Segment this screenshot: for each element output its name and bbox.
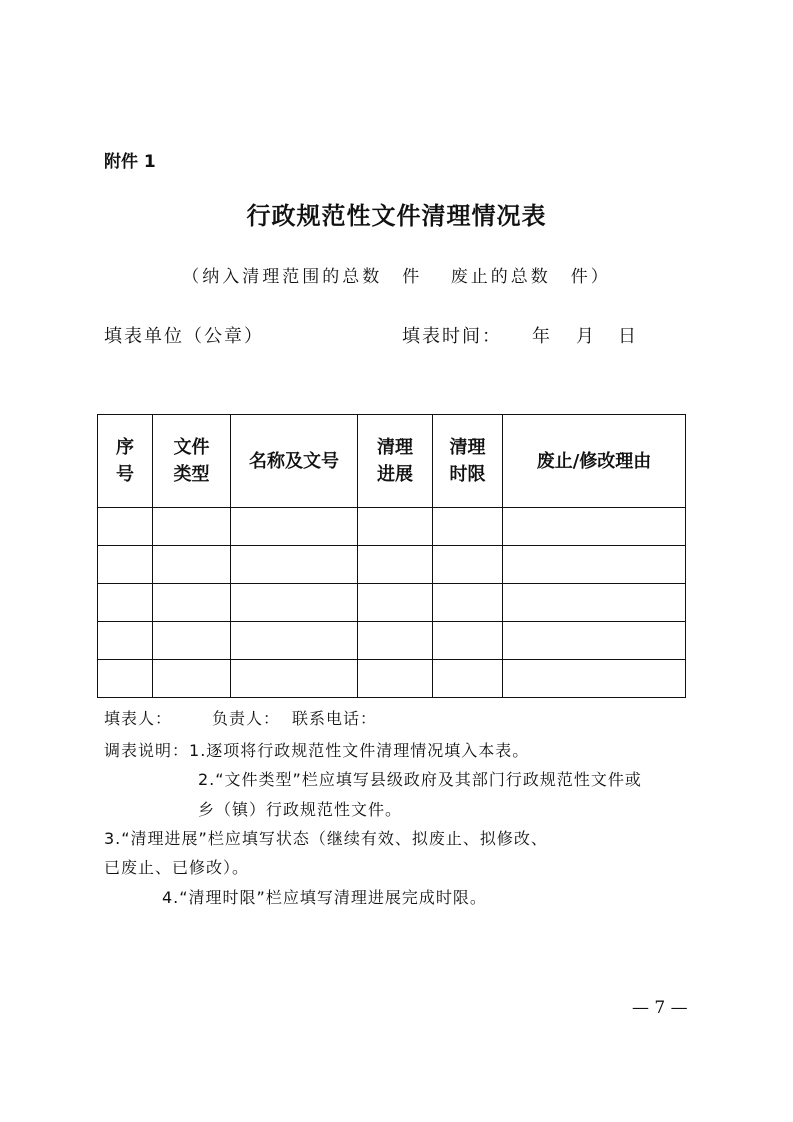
table-cell bbox=[231, 508, 358, 546]
header-line: 名称及文号 bbox=[249, 450, 339, 472]
note-item-1: 1.逐项将行政规范性文件清理情况填入本表。 bbox=[189, 741, 530, 760]
note-item-4: 4.“清理时限”栏应填写清理进展完成时限。 bbox=[162, 888, 487, 907]
note-item-2-line-a: 2.“文件类型”栏应填写县级政府及其部门行政规范性文件或 bbox=[198, 770, 642, 789]
filler-label: 填表人： bbox=[104, 709, 173, 728]
table-row bbox=[98, 584, 686, 622]
table-cell bbox=[503, 622, 686, 660]
fill-unit-label: 填表单位（公章） bbox=[104, 326, 264, 347]
table-cell bbox=[231, 584, 358, 622]
table-row bbox=[98, 660, 686, 698]
header-line: 清理 bbox=[377, 437, 413, 458]
table-cell bbox=[98, 584, 153, 622]
header-serial-number bbox=[98, 415, 153, 508]
table-cell bbox=[503, 508, 686, 546]
table-cell bbox=[358, 660, 433, 698]
table-cell bbox=[433, 660, 503, 698]
table-cell bbox=[358, 508, 433, 546]
header-line: 废止/修改理由 bbox=[536, 450, 652, 472]
table-cell bbox=[231, 622, 358, 660]
table-cell bbox=[358, 546, 433, 584]
table-cell bbox=[98, 546, 153, 584]
table-cell bbox=[433, 584, 503, 622]
table-cell bbox=[153, 508, 231, 546]
header-reason bbox=[503, 415, 686, 508]
table-cell bbox=[153, 660, 231, 698]
header-document-type bbox=[153, 415, 231, 508]
header-name-and-number bbox=[231, 415, 358, 508]
fill-day-label: 日 bbox=[618, 326, 636, 347]
table-row bbox=[98, 546, 686, 584]
table-cell bbox=[153, 584, 231, 622]
header-line: 清理 bbox=[449, 437, 486, 458]
table-cell bbox=[433, 622, 503, 660]
signers-line bbox=[104, 706, 377, 729]
note-item-3-line-a: 3.“清理进展”栏应填写状态（继续有效、拟废止、拟修改、 bbox=[104, 829, 548, 848]
table-cell bbox=[433, 546, 503, 584]
notes-label: 调表说明： bbox=[104, 741, 190, 760]
document-title: 行政规范性文件清理情况表 bbox=[246, 201, 547, 230]
table-cell bbox=[358, 622, 433, 660]
notes-line-1 bbox=[104, 738, 529, 761]
responsible-label: 负责人： bbox=[212, 709, 281, 728]
header-cleanup-progress bbox=[358, 415, 433, 508]
table-cell bbox=[358, 584, 433, 622]
table-cell bbox=[153, 622, 231, 660]
table-cell bbox=[503, 584, 686, 622]
table-header-row bbox=[98, 415, 686, 508]
table-row bbox=[98, 622, 686, 660]
document-subtitle: （纳入清理范围的总数 件 废止的总数 件） bbox=[182, 267, 611, 287]
table-cell bbox=[231, 546, 358, 584]
header-cleanup-deadline bbox=[433, 415, 503, 508]
note-item-3-line-b: 已废止、已修改）。 bbox=[104, 858, 250, 877]
header-line: 进展 bbox=[377, 464, 413, 485]
note-item-2-line-b: 乡（镇）行政规范性文件。 bbox=[198, 800, 403, 819]
header-line: 文件 bbox=[173, 437, 210, 458]
table-row bbox=[98, 508, 686, 546]
attachment-label: 附件 1 bbox=[104, 152, 156, 172]
header-line: 序 bbox=[116, 437, 134, 458]
fill-month-label: 月 bbox=[576, 326, 594, 347]
phone-label: 联系电话： bbox=[292, 709, 378, 728]
fill-time-label: 填表时间： bbox=[402, 326, 502, 347]
table-cell bbox=[503, 546, 686, 584]
page-number: — 7 — bbox=[632, 998, 688, 1018]
table-cell bbox=[153, 546, 231, 584]
header-line: 号 bbox=[116, 464, 134, 485]
header-line: 时限 bbox=[449, 464, 486, 485]
table-cell bbox=[98, 622, 153, 660]
table-cell bbox=[231, 660, 358, 698]
table-cell bbox=[98, 508, 153, 546]
table-cell bbox=[433, 508, 503, 546]
table-cell bbox=[98, 660, 153, 698]
cleanup-table bbox=[97, 414, 686, 698]
table-cell bbox=[503, 660, 686, 698]
header-line: 类型 bbox=[173, 464, 210, 485]
fill-year-label: 年 bbox=[532, 326, 550, 347]
